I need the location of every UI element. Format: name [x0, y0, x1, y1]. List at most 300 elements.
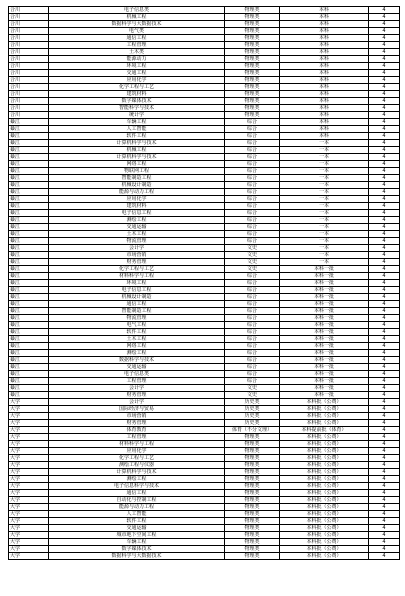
years-cell: 4: [369, 301, 400, 308]
level-cell: 本科批（公费）: [280, 441, 369, 448]
region-cell: 大学: [9, 413, 49, 420]
subject-cell: 物理类: [225, 21, 280, 28]
major-cell: 车辆工程: [49, 539, 225, 546]
years-cell: 4: [369, 189, 400, 196]
region-cell: 綦江: [9, 245, 49, 252]
level-cell: 本科一批: [280, 350, 369, 357]
table-row: [9, 483, 400, 490]
years-cell: 4: [369, 91, 400, 98]
subject-cell: 物理类: [225, 441, 280, 448]
table-row: [9, 126, 400, 133]
table-row: [9, 245, 400, 252]
years-cell: 4: [369, 112, 400, 119]
table-row: [9, 21, 400, 28]
region-cell: 合川: [9, 84, 49, 91]
subject-cell: 物理类: [225, 539, 280, 546]
subject-cell: 物理类: [225, 56, 280, 63]
table-row: [9, 539, 400, 546]
table-row: [9, 77, 400, 84]
region-cell: 綦江: [9, 252, 49, 259]
level-cell: 一本: [280, 217, 369, 224]
region-cell: 綦江: [9, 140, 49, 147]
subject-cell: 物理类: [225, 7, 280, 14]
level-cell: 本科提前批（体育）: [280, 427, 369, 434]
years-cell: 4: [369, 525, 400, 532]
major-cell: 交通工程: [49, 70, 225, 77]
years-cell: 4: [369, 28, 400, 35]
major-cell: 财务管理: [49, 392, 225, 399]
level-cell: 本科批（公费）: [280, 413, 369, 420]
region-cell: 綦江: [9, 287, 49, 294]
table-body: [9, 7, 400, 560]
level-cell: 本科批（公费）: [280, 399, 369, 406]
subject-cell: 历史类: [225, 413, 280, 420]
major-cell: 电气工程: [49, 322, 225, 329]
region-cell: 綦江: [9, 224, 49, 231]
level-cell: 本科: [280, 7, 369, 14]
subject-cell: 物理类: [225, 84, 280, 91]
level-cell: 本科批（公费）: [280, 504, 369, 511]
level-cell: 一本: [280, 224, 369, 231]
years-cell: 4: [369, 259, 400, 266]
years-cell: 4: [369, 77, 400, 84]
level-cell: 一本: [280, 231, 369, 238]
subject-cell: 综合: [225, 357, 280, 364]
table-row: [9, 266, 400, 273]
table-row: [9, 231, 400, 238]
major-cell: 财务管理: [49, 259, 225, 266]
subject-cell: 综合: [225, 175, 280, 182]
major-cell: 计算机科学与技术: [49, 140, 225, 147]
level-cell: 本科批（公费）: [280, 532, 369, 539]
subject-cell: 物理类: [225, 518, 280, 525]
years-cell: 4: [369, 329, 400, 336]
years-cell: 4: [369, 154, 400, 161]
region-cell: 大学: [9, 399, 49, 406]
level-cell: 一本: [280, 161, 369, 168]
years-cell: 4: [369, 21, 400, 28]
level-cell: 本科批（公费）: [280, 469, 369, 476]
years-cell: 4: [369, 105, 400, 112]
table-row: [9, 238, 400, 245]
subject-cell: 物理类: [225, 490, 280, 497]
major-cell: 能源动力: [49, 56, 225, 63]
years-cell: 4: [369, 511, 400, 518]
subject-cell: 物理类: [225, 63, 280, 70]
years-cell: 4: [369, 217, 400, 224]
major-cell: 应用化学: [49, 196, 225, 203]
region-cell: 綦江: [9, 217, 49, 224]
level-cell: 本科批（公费）: [280, 455, 369, 462]
level-cell: 本科批（公费）: [280, 483, 369, 490]
table-row: [9, 420, 400, 427]
major-cell: 体育教育: [49, 427, 225, 434]
subject-cell: 综合: [225, 126, 280, 133]
years-cell: 4: [369, 133, 400, 140]
subject-cell: 物理类: [225, 497, 280, 504]
region-cell: 大学: [9, 455, 49, 462]
subject-cell: 物理类: [225, 448, 280, 455]
subject-cell: 物理类: [225, 70, 280, 77]
region-cell: 大学: [9, 546, 49, 553]
subject-cell: 综合: [225, 203, 280, 210]
years-cell: 4: [369, 434, 400, 441]
major-cell: 智能制造工程: [49, 308, 225, 315]
region-cell: 合川: [9, 70, 49, 77]
subject-cell: 综合: [225, 140, 280, 147]
region-cell: 大学: [9, 441, 49, 448]
region-cell: 大学: [9, 511, 49, 518]
major-cell: 软件工程: [49, 518, 225, 525]
subject-cell: 物理类: [225, 504, 280, 511]
table-row: [9, 217, 400, 224]
level-cell: 本科: [280, 105, 369, 112]
years-cell: 4: [369, 546, 400, 553]
years-cell: 4: [369, 56, 400, 63]
region-cell: 綦江: [9, 329, 49, 336]
subject-cell: 综合: [225, 329, 280, 336]
region-cell: 大学: [9, 532, 49, 539]
table-row: [9, 469, 400, 476]
table-row: [9, 63, 400, 70]
years-cell: 4: [369, 476, 400, 483]
subject-cell: 综合: [225, 238, 280, 245]
years-cell: 4: [369, 35, 400, 42]
years-cell: 4: [369, 161, 400, 168]
level-cell: 本科: [280, 42, 369, 49]
major-cell: 通信工程: [49, 35, 225, 42]
subject-cell: 物理类: [225, 483, 280, 490]
level-cell: 一本: [280, 168, 369, 175]
subject-cell: 历史类: [225, 420, 280, 427]
years-cell: 4: [369, 413, 400, 420]
table-row: [9, 462, 400, 469]
level-cell: 本科: [280, 119, 369, 126]
years-cell: 4: [369, 343, 400, 350]
subject-cell: 综合: [225, 154, 280, 161]
table-row: [9, 287, 400, 294]
region-cell: 大学: [9, 434, 49, 441]
subject-cell: 文史: [225, 266, 280, 273]
table-row: [9, 119, 400, 126]
level-cell: 本科一批: [280, 329, 369, 336]
years-cell: 4: [369, 7, 400, 14]
level-cell: 本科: [280, 14, 369, 21]
subject-cell: 体育（不分文理）: [225, 427, 280, 434]
years-cell: 4: [369, 273, 400, 280]
level-cell: 本科批（公费）: [280, 420, 369, 427]
major-cell: 电子信息类: [49, 7, 225, 14]
subject-cell: 综合: [225, 119, 280, 126]
subject-cell: 物理类: [225, 105, 280, 112]
subject-cell: 文史: [225, 392, 280, 399]
level-cell: 本科一批: [280, 364, 369, 371]
major-cell: 统计学: [49, 112, 225, 119]
region-cell: 綦江: [9, 231, 49, 238]
table-row: [9, 91, 400, 98]
major-cell: 能源与动力工程: [49, 504, 225, 511]
years-cell: 4: [369, 287, 400, 294]
subject-cell: 综合: [225, 343, 280, 350]
table-row: [9, 70, 400, 77]
level-cell: 本科: [280, 28, 369, 35]
major-cell: 通信工程: [49, 490, 225, 497]
level-cell: 本科: [280, 63, 369, 70]
subject-cell: 历史类: [225, 406, 280, 413]
table-row: [9, 105, 400, 112]
table-row: [9, 343, 400, 350]
region-cell: 合川: [9, 14, 49, 21]
table-row: [9, 175, 400, 182]
level-cell: 一本: [280, 252, 369, 259]
region-cell: 綦江: [9, 238, 49, 245]
level-cell: 本科: [280, 77, 369, 84]
subject-cell: 综合: [225, 196, 280, 203]
years-cell: 4: [369, 70, 400, 77]
subject-cell: 物理类: [225, 525, 280, 532]
level-cell: 本科批（公费）: [280, 476, 369, 483]
major-cell: 数据科学与技术: [49, 357, 225, 364]
region-cell: 綦江: [9, 392, 49, 399]
level-cell: 一本: [280, 140, 369, 147]
table-row: [9, 182, 400, 189]
region-cell: 合川: [9, 49, 49, 56]
table-row: [9, 399, 400, 406]
region-cell: 合川: [9, 42, 49, 49]
subject-cell: 文史: [225, 252, 280, 259]
table-row: [9, 252, 400, 259]
region-cell: 合川: [9, 77, 49, 84]
level-cell: 本科批（公费）: [280, 539, 369, 546]
subject-cell: 综合: [225, 350, 280, 357]
level-cell: 一本: [280, 189, 369, 196]
level-cell: 本科一批: [280, 378, 369, 385]
region-cell: 大学: [9, 490, 49, 497]
major-cell: 物流管理: [49, 315, 225, 322]
years-cell: 4: [369, 294, 400, 301]
years-cell: 4: [369, 448, 400, 455]
level-cell: 本科一批: [280, 301, 369, 308]
major-cell: 建筑材料: [49, 203, 225, 210]
years-cell: 4: [369, 518, 400, 525]
region-cell: 綦江: [9, 196, 49, 203]
subject-cell: 综合: [225, 224, 280, 231]
level-cell: 一本: [280, 182, 369, 189]
level-cell: 一本: [280, 196, 369, 203]
subject-cell: 历史类: [225, 399, 280, 406]
region-cell: 合川: [9, 98, 49, 105]
years-cell: 4: [369, 266, 400, 273]
years-cell: 4: [369, 196, 400, 203]
major-cell: 财务管理: [49, 420, 225, 427]
level-cell: 本科: [280, 98, 369, 105]
region-cell: 合川: [9, 105, 49, 112]
subject-cell: 物理类: [225, 28, 280, 35]
table-row: [9, 490, 400, 497]
table-row: [9, 28, 400, 35]
years-cell: 4: [369, 462, 400, 469]
years-cell: 4: [369, 147, 400, 154]
region-cell: 綦江: [9, 189, 49, 196]
years-cell: 4: [369, 63, 400, 70]
major-cell: 工程管理: [49, 434, 225, 441]
level-cell: 本科: [280, 49, 369, 56]
table-row: [9, 392, 400, 399]
region-cell: 綦江: [9, 322, 49, 329]
major-cell: 计算机科学与技术: [49, 469, 225, 476]
major-cell: 数字媒体技术: [49, 98, 225, 105]
subject-cell: 综合: [225, 189, 280, 196]
region-cell: 綦江: [9, 350, 49, 357]
level-cell: 本科批（公费）: [280, 497, 369, 504]
region-cell: 大学: [9, 462, 49, 469]
region-cell: 綦江: [9, 364, 49, 371]
major-cell: 机械设计制造: [49, 182, 225, 189]
region-cell: 合川: [9, 112, 49, 119]
level-cell: 本科: [280, 126, 369, 133]
years-cell: 4: [369, 210, 400, 217]
level-cell: 本科批（公费）: [280, 406, 369, 413]
years-cell: 4: [369, 406, 400, 413]
level-cell: 本科: [280, 70, 369, 77]
major-cell: 电子信息工程: [49, 210, 225, 217]
major-cell: 机械工程: [49, 147, 225, 154]
major-cell: 电子信息类: [49, 371, 225, 378]
region-cell: 大学: [9, 518, 49, 525]
subject-cell: 物理类: [225, 112, 280, 119]
major-cell: 会计学: [49, 245, 225, 252]
major-cell: 电子信息科学与技术: [49, 483, 225, 490]
region-cell: 大学: [9, 476, 49, 483]
level-cell: 本科一批: [280, 385, 369, 392]
major-cell: 材料科学与工程: [49, 273, 225, 280]
years-cell: 4: [369, 483, 400, 490]
major-cell: 网络工程: [49, 161, 225, 168]
years-cell: 4: [369, 203, 400, 210]
table-row: [9, 280, 400, 287]
region-cell: 綦江: [9, 175, 49, 182]
subject-cell: 物理类: [225, 455, 280, 462]
subject-cell: 综合: [225, 322, 280, 329]
major-cell: 化学工程与工艺: [49, 84, 225, 91]
major-cell: 土木工程: [49, 336, 225, 343]
years-cell: 4: [369, 14, 400, 21]
region-cell: 綦江: [9, 315, 49, 322]
major-cell: 电气类: [49, 28, 225, 35]
years-cell: 4: [369, 175, 400, 182]
years-cell: 4: [369, 245, 400, 252]
region-cell: 綦江: [9, 378, 49, 385]
major-cell: 化学工程与工艺: [49, 455, 225, 462]
table-row: [9, 525, 400, 532]
region-cell: 綦江: [9, 154, 49, 161]
subject-cell: 物理类: [225, 462, 280, 469]
years-cell: 4: [369, 315, 400, 322]
subject-cell: 物理类: [225, 49, 280, 56]
table-row: [9, 259, 400, 266]
region-cell: 大学: [9, 406, 49, 413]
subject-cell: 综合: [225, 182, 280, 189]
subject-cell: 综合: [225, 378, 280, 385]
level-cell: 本科: [280, 133, 369, 140]
years-cell: 4: [369, 357, 400, 364]
table-row: [9, 518, 400, 525]
level-cell: 本科一批: [280, 357, 369, 364]
major-cell: 环境工程: [49, 280, 225, 287]
table-row: [9, 168, 400, 175]
table-row: [9, 210, 400, 217]
major-cell: 通信工程: [49, 301, 225, 308]
years-cell: 4: [369, 392, 400, 399]
level-cell: 本科: [280, 112, 369, 119]
table-row: [9, 56, 400, 63]
table-row: [9, 224, 400, 231]
subject-cell: 物理类: [225, 511, 280, 518]
years-cell: 4: [369, 98, 400, 105]
level-cell: 本科一批: [280, 336, 369, 343]
level-cell: 本科: [280, 35, 369, 42]
level-cell: 本科批（公费）: [280, 553, 369, 560]
major-cell: 建筑材料: [49, 91, 225, 98]
table-row: [9, 322, 400, 329]
major-cell: 人工智能: [49, 126, 225, 133]
region-cell: 綦江: [9, 168, 49, 175]
subject-cell: 综合: [225, 147, 280, 154]
table-row: [9, 315, 400, 322]
years-cell: 4: [369, 49, 400, 56]
years-cell: 4: [369, 553, 400, 560]
subject-cell: 综合: [225, 168, 280, 175]
level-cell: 一本: [280, 259, 369, 266]
table-row: [9, 448, 400, 455]
major-cell: 智能制造工程: [49, 175, 225, 182]
table-row: [9, 133, 400, 140]
subject-cell: 物理类: [225, 476, 280, 483]
major-cell: 数字媒体技术: [49, 546, 225, 553]
subject-cell: 综合: [225, 231, 280, 238]
years-cell: 4: [369, 336, 400, 343]
level-cell: 本科批（公费）: [280, 518, 369, 525]
region-cell: 綦江: [9, 147, 49, 154]
level-cell: 本科一批: [280, 315, 369, 322]
years-cell: 4: [369, 378, 400, 385]
level-cell: 本科一批: [280, 287, 369, 294]
major-cell: 自动化与控制工程: [49, 497, 225, 504]
subject-cell: 综合: [225, 133, 280, 140]
major-cell: 测绘工程与仪器: [49, 462, 225, 469]
level-cell: 一本: [280, 147, 369, 154]
region-cell: 綦江: [9, 301, 49, 308]
subject-cell: 综合: [225, 280, 280, 287]
region-cell: 合川: [9, 56, 49, 63]
major-cell: 软件工程: [49, 329, 225, 336]
years-cell: 4: [369, 231, 400, 238]
level-cell: 一本: [280, 154, 369, 161]
major-cell: 国际经济与贸易: [49, 406, 225, 413]
subject-cell: 物理类: [225, 434, 280, 441]
table-row: [9, 161, 400, 168]
table-row: [9, 455, 400, 462]
region-cell: 綦江: [9, 308, 49, 315]
table-row: [9, 546, 400, 553]
major-cell: 城市地下空间工程: [49, 532, 225, 539]
subject-cell: 综合: [225, 315, 280, 322]
years-cell: 4: [369, 385, 400, 392]
level-cell: 本科一批: [280, 273, 369, 280]
subject-cell: 物理类: [225, 553, 280, 560]
table-row: [9, 42, 400, 49]
table-row: [9, 35, 400, 42]
